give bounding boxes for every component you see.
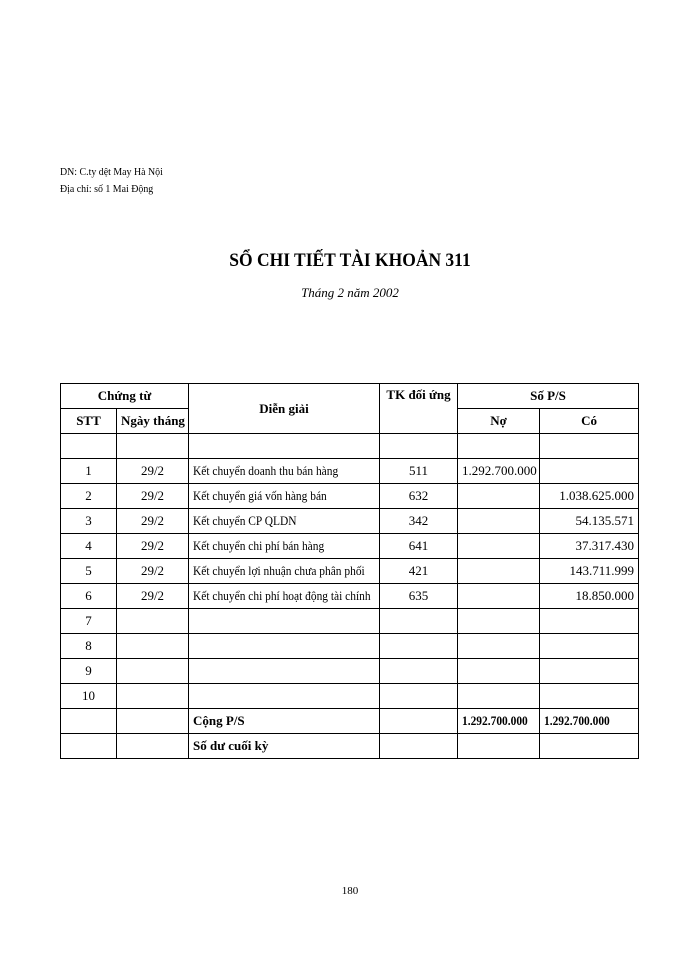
debit-header: Nợ xyxy=(458,409,540,434)
table-row xyxy=(61,609,639,634)
account-cell xyxy=(380,659,458,684)
stt-header: STT xyxy=(61,409,117,434)
total-row xyxy=(61,709,639,734)
account-cell xyxy=(380,634,458,659)
account-cell: 635 xyxy=(380,584,458,609)
credit-cell xyxy=(540,609,639,634)
description-header: Diễn giải xyxy=(189,384,380,434)
description-cell xyxy=(189,659,380,684)
date-cell: 29/2 xyxy=(117,459,189,484)
debit-cell xyxy=(458,609,540,634)
debit-cell xyxy=(458,659,540,684)
description-cell: Kết chuyển chi phí hoạt động tài chính xyxy=(189,584,380,609)
stt-cell: 7 xyxy=(61,609,117,634)
ending-balance-label: Số dư cuối kỳ xyxy=(189,734,380,759)
ending-balance-row xyxy=(61,734,639,759)
spacer-row xyxy=(61,434,639,459)
total-credit: 1.292.700.000 xyxy=(540,709,639,734)
table-row xyxy=(61,584,639,609)
credit-cell xyxy=(540,684,639,709)
account-cell xyxy=(380,609,458,634)
total-debit: 1.292.700.000 xyxy=(458,709,540,734)
description-cell xyxy=(189,609,380,634)
stt-cell: 9 xyxy=(61,659,117,684)
account-cell: 342 xyxy=(380,509,458,534)
credit-cell: 18.850.000 xyxy=(540,584,639,609)
account-header: TK đối ứng xyxy=(380,384,458,434)
stt-cell: 8 xyxy=(61,634,117,659)
credit-cell: 143.711.999 xyxy=(540,559,639,584)
account-cell xyxy=(380,684,458,709)
table-row xyxy=(61,559,639,584)
account-cell: 641 xyxy=(380,534,458,559)
date-cell xyxy=(117,659,189,684)
table-row xyxy=(61,509,639,534)
table-row xyxy=(61,659,639,684)
credit-cell xyxy=(540,659,639,684)
date-cell xyxy=(117,634,189,659)
document-subtitle: Tháng 2 năm 2002 xyxy=(301,285,399,300)
ledger-body xyxy=(61,459,639,709)
credit-cell xyxy=(540,634,639,659)
description-cell: Kết chuyển giá vốn hàng bán xyxy=(189,484,380,509)
company-address: Địa chỉ: số 1 Mai Động xyxy=(60,183,154,195)
debit-cell xyxy=(458,584,540,609)
date-cell: 29/2 xyxy=(117,584,189,609)
debit-cell xyxy=(458,634,540,659)
stt-cell: 2 xyxy=(61,484,117,509)
description-cell: Kết chuyển doanh thu bán hàng xyxy=(189,459,380,484)
description-cell xyxy=(189,684,380,709)
account-cell: 632 xyxy=(380,484,458,509)
stt-cell: 3 xyxy=(61,509,117,534)
date-cell xyxy=(117,684,189,709)
debit-cell xyxy=(458,484,540,509)
account-cell: 421 xyxy=(380,559,458,584)
stt-cell: 10 xyxy=(61,684,117,709)
date-cell: 29/2 xyxy=(117,509,189,534)
table-row xyxy=(61,484,639,509)
table-row xyxy=(61,684,639,709)
table-row xyxy=(61,534,639,559)
page-number: 180 xyxy=(341,885,359,897)
amount-group-header: Số P/S xyxy=(458,384,639,409)
voucher-group-header: Chứng từ xyxy=(61,384,189,409)
stt-cell: 5 xyxy=(61,559,117,584)
company-name: DN: C.ty dệt May Hà Nội xyxy=(60,166,163,178)
date-cell: 29/2 xyxy=(117,534,189,559)
table-row xyxy=(61,634,639,659)
header-row-1 xyxy=(61,384,639,409)
date-cell: 29/2 xyxy=(117,559,189,584)
debit-cell xyxy=(458,509,540,534)
date-cell xyxy=(117,609,189,634)
document-title: SỔ CHI TIẾT TÀI KHOẢN 311 xyxy=(229,250,471,271)
credit-header: Có xyxy=(540,409,639,434)
total-label: Cộng P/S xyxy=(189,709,380,734)
stt-cell: 6 xyxy=(61,584,117,609)
account-cell: 511 xyxy=(380,459,458,484)
table-row xyxy=(61,459,639,484)
credit-cell: 54.135.571 xyxy=(540,509,639,534)
credit-cell: 1.038.625.000 xyxy=(540,484,639,509)
stt-cell: 1 xyxy=(61,459,117,484)
stt-cell: 4 xyxy=(61,534,117,559)
debit-cell: 1.292.700.000 xyxy=(458,459,540,484)
description-cell: Kết chuyển lợi nhuận chưa phân phối xyxy=(189,559,380,584)
debit-cell xyxy=(458,559,540,584)
date-header: Ngày tháng xyxy=(117,409,189,434)
ledger-table xyxy=(60,383,639,759)
description-cell xyxy=(189,634,380,659)
credit-cell xyxy=(540,459,639,484)
credit-cell: 37.317.430 xyxy=(540,534,639,559)
debit-cell xyxy=(458,684,540,709)
description-cell: Kết chuyển chi phí bán hàng xyxy=(189,534,380,559)
date-cell: 29/2 xyxy=(117,484,189,509)
company-info xyxy=(60,164,163,198)
description-cell: Kết chuyển CP QLDN xyxy=(189,509,380,534)
debit-cell xyxy=(458,534,540,559)
